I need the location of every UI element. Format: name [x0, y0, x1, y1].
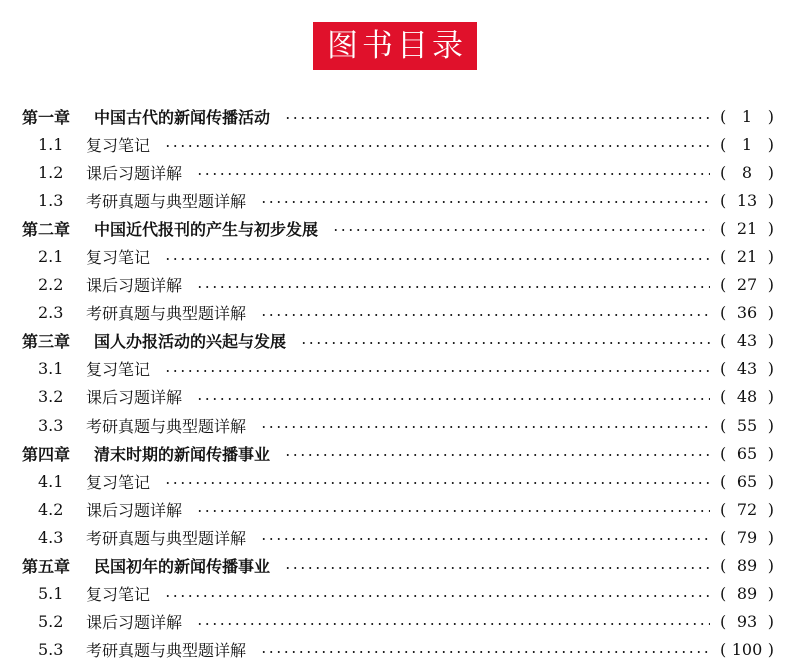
toc-entry-number: 第四章: [22, 444, 71, 464]
toc-entry-title: 复习笔记: [86, 360, 151, 380]
toc-section-row[interactable]: [22, 411, 774, 439]
open-paren: (: [720, 331, 727, 351]
dot-leader: [196, 510, 710, 512]
close-paren: ): [767, 359, 774, 379]
page-number-value: 21: [736, 247, 758, 267]
page-number-value: 43: [736, 359, 758, 379]
toc-page-number: [720, 416, 774, 435]
dot-leader: [164, 482, 710, 484]
toc-entry-title: 考研真题与典型题详解: [86, 641, 247, 661]
page-number-value: 36: [736, 303, 758, 323]
close-paren: ): [767, 556, 774, 576]
toc-section-row[interactable]: [22, 271, 774, 299]
toc-entry-title: 复习笔记: [86, 135, 151, 155]
page-number-value: 65: [736, 471, 758, 491]
close-paren: ): [767, 162, 774, 182]
toc-section-row[interactable]: [22, 580, 774, 608]
toc-section-row[interactable]: [22, 299, 774, 327]
open-paren: (: [720, 415, 727, 435]
toc-entry-number: 5.1: [38, 584, 64, 604]
toc-chapter-row[interactable]: [22, 327, 774, 355]
toc-entry-number: 3.2: [38, 387, 64, 407]
toc-entry-title: 课后习题详解: [86, 613, 183, 633]
toc-page-number: [720, 247, 774, 266]
open-paren: (: [720, 612, 727, 632]
toc-entry-title: 课后习题详解: [86, 500, 183, 520]
close-paren: ): [767, 247, 774, 267]
toc-entry-number: 4.3: [38, 527, 64, 547]
toc-entry-title: 中国古代的新闻传播活动: [94, 107, 271, 127]
toc-entry-number: 1.3: [38, 190, 64, 210]
page-number-value: 72: [736, 499, 758, 519]
open-paren: (: [720, 584, 727, 604]
toc-entry-number: 3.1: [38, 359, 64, 379]
toc-page-number: [720, 135, 774, 154]
toc-page-number: [720, 331, 774, 350]
toc-page-number: [720, 528, 774, 547]
toc-entry-number: 第一章: [22, 107, 71, 127]
toc-entry-title: 清末时期的新闻传播事业: [94, 444, 271, 464]
page-number-value: 27: [736, 275, 758, 295]
toc-chapter-row[interactable]: [22, 102, 774, 130]
toc-page-number: [720, 107, 774, 126]
toc-section-row[interactable]: [22, 158, 774, 186]
toc-page-number: [720, 584, 774, 603]
toc-section-row[interactable]: [22, 467, 774, 495]
dot-leader: [196, 623, 710, 625]
toc-page-number: [720, 387, 774, 406]
title-banner: [0, 22, 790, 70]
open-paren: (: [720, 190, 727, 210]
toc-entry-number: 第五章: [22, 557, 71, 577]
close-paren: ): [767, 387, 774, 407]
toc-entry-title: 课后习题详解: [86, 276, 183, 296]
toc-section-row[interactable]: [22, 608, 774, 636]
close-paren: ): [767, 190, 774, 210]
dot-leader: [284, 117, 710, 119]
dot-leader: [196, 173, 710, 175]
toc-section-row[interactable]: [22, 523, 774, 551]
toc-entry-title: 民国初年的新闻传播事业: [94, 557, 271, 577]
toc-entry-number: 5.2: [38, 612, 64, 632]
toc-section-row[interactable]: [22, 636, 774, 664]
page-number-value: 89: [736, 556, 758, 576]
open-paren: (: [720, 218, 727, 238]
toc-page-number: [720, 444, 774, 463]
close-paren: ): [767, 584, 774, 604]
page-number-value: 1: [741, 106, 753, 126]
toc-entry-title: 考研真题与典型题详解: [86, 416, 247, 436]
page-number-value: 21: [736, 218, 758, 238]
toc-entry-title: 复习笔记: [86, 248, 151, 268]
open-paren: (: [720, 275, 727, 295]
open-paren: (: [720, 387, 727, 407]
dot-leader: [164, 258, 710, 260]
toc-section-row[interactable]: [22, 495, 774, 523]
open-paren: (: [720, 359, 727, 379]
close-paren: ): [767, 443, 774, 463]
dot-leader: [284, 454, 710, 456]
page-number-value: 43: [736, 331, 758, 351]
toc-section-row[interactable]: [22, 355, 774, 383]
page-number-value: 48: [736, 387, 758, 407]
toc-page-number: [720, 303, 774, 322]
page-number-value: 55: [736, 415, 758, 435]
close-paren: ): [767, 612, 774, 632]
dot-leader: [284, 567, 710, 569]
open-paren: (: [720, 303, 727, 323]
dot-leader: [196, 398, 710, 400]
page-number-value: 65: [736, 443, 758, 463]
toc-page-number: [720, 163, 774, 182]
open-paren: (: [720, 499, 727, 519]
toc-entry-title: 中国近代报刊的产生与初步发展: [94, 219, 319, 239]
dot-leader: [332, 229, 710, 231]
open-paren: (: [720, 556, 727, 576]
toc-entry-title: 考研真题与典型题详解: [86, 304, 247, 324]
open-paren: (: [720, 527, 727, 547]
toc-entry-title: 复习笔记: [86, 472, 151, 492]
toc-entry-number: 1.2: [38, 162, 64, 182]
close-paren: ): [767, 415, 774, 435]
toc-section-row[interactable]: [22, 242, 774, 270]
toc-entry-number: 第二章: [22, 219, 71, 239]
toc-section-row[interactable]: [22, 186, 774, 214]
dot-leader: [196, 286, 710, 288]
dot-leader: [260, 426, 710, 428]
toc-page-number: [720, 219, 774, 238]
toc-page-number: [720, 640, 774, 659]
toc-entry-title: 考研真题与典型题详解: [86, 528, 247, 548]
close-paren: ): [767, 527, 774, 547]
toc-entry-title: 国人办报活动的兴起与发展: [94, 332, 287, 352]
open-paren: (: [720, 106, 727, 126]
dot-leader: [164, 145, 710, 147]
toc-entry-number: 第三章: [22, 332, 71, 352]
dot-leader: [260, 538, 710, 540]
toc-entry-title: 复习笔记: [86, 585, 151, 605]
dot-leader: [164, 595, 710, 597]
toc-entry-number: 2.3: [38, 303, 64, 323]
dot-leader: [164, 370, 710, 372]
page-number-value: 8: [741, 162, 753, 182]
close-paren: ): [767, 106, 774, 126]
dot-leader: [260, 314, 710, 316]
toc-entry-number: 4.2: [38, 499, 64, 519]
page-number-value: 100: [731, 640, 763, 660]
close-paren: ): [767, 499, 774, 519]
toc-entry-title: 课后习题详解: [86, 388, 183, 408]
toc-entry-number: 4.1: [38, 471, 64, 491]
open-paren: (: [720, 471, 727, 491]
close-paren: ): [767, 303, 774, 323]
toc-entry-title: 课后习题详解: [86, 163, 183, 183]
page-number-value: 13: [736, 190, 758, 210]
open-paren: (: [720, 247, 727, 267]
close-paren: ): [767, 218, 774, 238]
open-paren: (: [720, 134, 727, 154]
page-number-value: 79: [736, 527, 758, 547]
toc-section-row[interactable]: [22, 130, 774, 158]
toc-chapter-row[interactable]: [22, 552, 774, 580]
toc-entry-number: 2.1: [38, 247, 64, 267]
close-paren: ): [767, 275, 774, 295]
close-paren: ): [767, 471, 774, 491]
open-paren: (: [720, 640, 727, 660]
dot-leader: [260, 651, 710, 653]
close-paren: ): [767, 640, 774, 660]
toc-page-number: [720, 612, 774, 631]
toc-page-number: [720, 472, 774, 491]
dot-leader: [300, 342, 710, 344]
toc-page-number: [720, 556, 774, 575]
toc-page-number: [720, 191, 774, 210]
close-paren: ): [767, 134, 774, 154]
toc-entry-number: 2.2: [38, 275, 64, 295]
toc-entry-number: 1.1: [38, 134, 64, 154]
table-of-contents: [22, 102, 774, 664]
toc-entry-number: 3.3: [38, 415, 64, 435]
page-number-value: 1: [741, 134, 753, 154]
page-number-value: 89: [736, 584, 758, 604]
toc-chapter-row[interactable]: [22, 214, 774, 242]
toc-page-number: [720, 359, 774, 378]
toc-page-number: [720, 500, 774, 519]
toc-chapter-row[interactable]: [22, 439, 774, 467]
toc-entry-number: 5.3: [38, 640, 64, 660]
open-paren: (: [720, 443, 727, 463]
toc-entry-title: 考研真题与典型题详解: [86, 191, 247, 211]
dot-leader: [260, 201, 710, 203]
page-title: 图书目录: [313, 22, 477, 70]
toc-section-row[interactable]: [22, 383, 774, 411]
toc-page-number: [720, 275, 774, 294]
page-number-value: 93: [736, 612, 758, 632]
close-paren: ): [767, 331, 774, 351]
open-paren: (: [720, 162, 727, 182]
